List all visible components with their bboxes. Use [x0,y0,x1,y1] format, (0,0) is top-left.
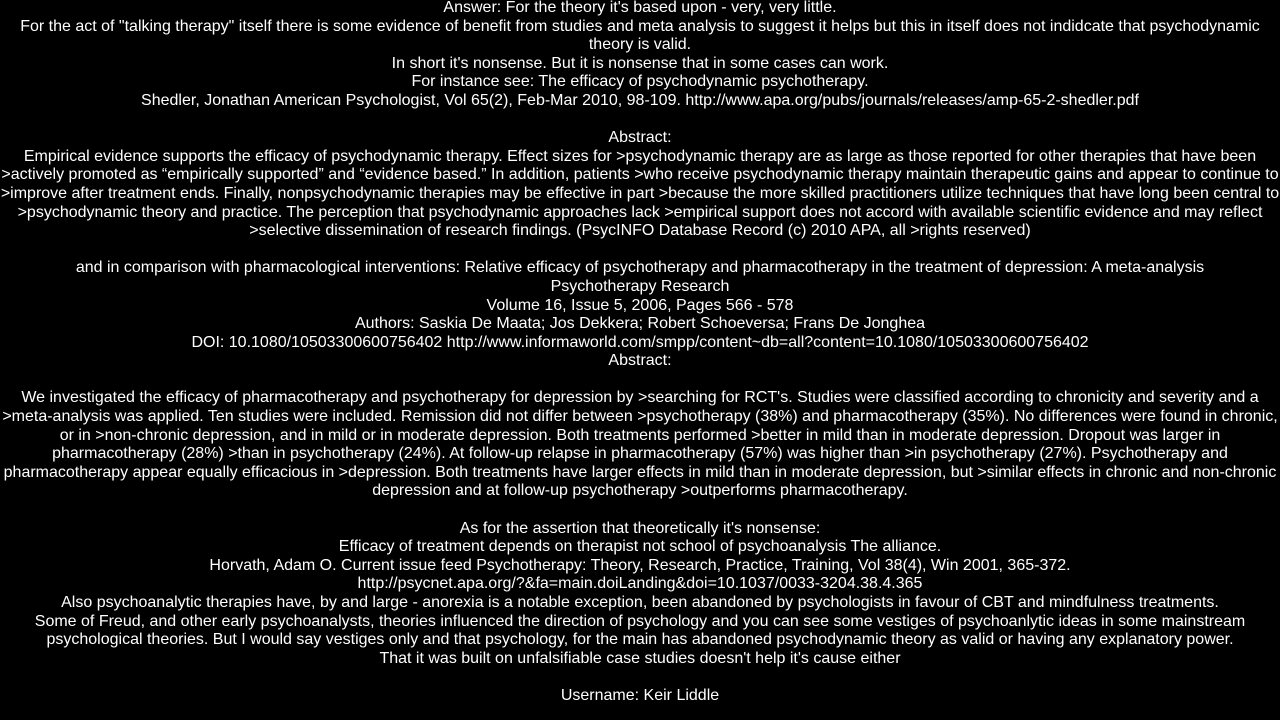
comparison-line: and in comparison with pharmacological interventions: Relative efficacy of psychotherapy and pharmacotherapy in the treatment of depression: A meta-analysis [75,259,1205,277]
spacer [0,371,1280,390]
abstract-2-paragraph: We investigated the efficacy of pharmacotherapy and psychotherapy for depression by >searching for RCT's. Studies were classified according to chronicity and severity and a >meta-analysis was applied. Ten studies were included. Remission did not differ between >psychotherapy (38%) and pharmacotherapy (35%). No differences were found in chronic, or in >non-chronic depression, and in mild or in moderate depression. Both treatments performed >better in mild than in moderate depression. Dropout was larger in pharmacotherapy (28%) >than in psychotherapy (24%). At follow-up relapse in pharmacotherapy (57%) was higher than >in psychotherapy (27%). Psychotherapy and pharmacotherapy appear equally efficacious in >depression. Both treatments have larger effects in mild than in moderate depression, but >similar effects in chronic and non-chronic depression and at follow-up psychotherapy >outperforms pharmacotherapy. [2,389,1278,500]
spacer [0,241,1280,260]
answer-line: Answer: For the theory it's based upon - very, very little. [443,0,837,16]
abandoned-line: Also psychoanalytic therapies have, by and large - anorexia is a notable exception, been abandoned by psychologists in favour of CBT and mindfulness treatments. [61,594,1219,611]
unfalsifiable-line: That it was built on unfalsifiable case studies doesn't help it's cause either [379,649,901,667]
horvath-citation: Horvath, Adam O. Current issue feed Psychotherapy: Theory, Research, Practice, Training, Vol 38(4), Win 2001, 365-372. [209,556,1071,574]
abstract-1-paragraph: Empirical evidence supports the efficacy of psychodynamic therapy. Effect sizes for >psychodynamic therapy are as large as those reported for other therapies that have been >actively promoted as “empirically supported” and “evidence based.” In addition, patients >who receive psychodynamic therapy maintain therapeutic gains and appear to continue to >improve after treatment ends. Finally, nonpsychodynamic therapies may be effective in part >because the more skilled practitioners utilize techniques that have long been central to >psychodynamic theory and practice. The perception that psychodynamic approaches lack >empirical support does not accord with available scientific evidence and may reflect >selective dissemination of research findings. (PsycINFO Database Record (c) 2010 APA, all >rights reserved) [0,147,1280,240]
spacer [0,501,1280,520]
efficacy-alliance-line: Efficacy of treatment depends on therapist not school of psychoanalysis The alliance. [338,538,942,556]
in-short-line: In short it's nonsense. But it is nonsense that in some cases can work. [391,54,889,72]
doi-line: DOI: 10.1080/10503300600756402 http://www.informaworld.com/smpp/content~db=all?content=10.1080/10503300600756402 [191,333,1089,351]
abstract-heading-1: Abstract: [608,129,672,147]
volume-line: Volume 16, Issue 5, 2006, Pages 566 - 578 [486,296,794,314]
assertion-line: As for the assertion that theoretically it's nonsense: [459,519,821,537]
journal-name: Psychotherapy Research [550,277,730,295]
shedler-citation: Shedler, Jonathan American Psychologist, Vol 65(2), Feb-Mar 2010, 98-109. http://www.apa.org/pubs/journals/releases/amp-65-2-shedler.pdf [141,91,1139,109]
psycnet-url: http://psycnet.apa.org/?&fa=main.doiLanding&doi=10.1037/0033-3204.38.4.365 [357,575,923,593]
spacer [0,668,1280,687]
vestiges-paragraph: Some of Freud, and other early psychoanalysts, theories influenced the direction of psychology and you can see some vestiges of psychoanlytic ideas in some mainstream psychological theories. But I would say vestiges only and that psychology, for the main has abandoned psychodynamic theory as valid or having any explanatory power. [34,612,1246,649]
username-line: Username: Keir Liddle [560,686,720,704]
talking-therapy-paragraph: For the act of "talking therapy" itself there is some evidence of benefit from studies and meta analysis to suggest it helps but this in itself does not indidcate that psychodynamic theory is valid. [20,17,1260,54]
abstract-heading-2: Abstract: [608,352,672,370]
authors-line: Authors: Saskia De Maata; Jos Dekkera; Robert Schoeversa; Frans De Jonghea [354,315,926,333]
spacer [0,111,1280,130]
for-instance-line: For instance see: The efficacy of psychodynamic psychotherapy. [411,73,869,91]
